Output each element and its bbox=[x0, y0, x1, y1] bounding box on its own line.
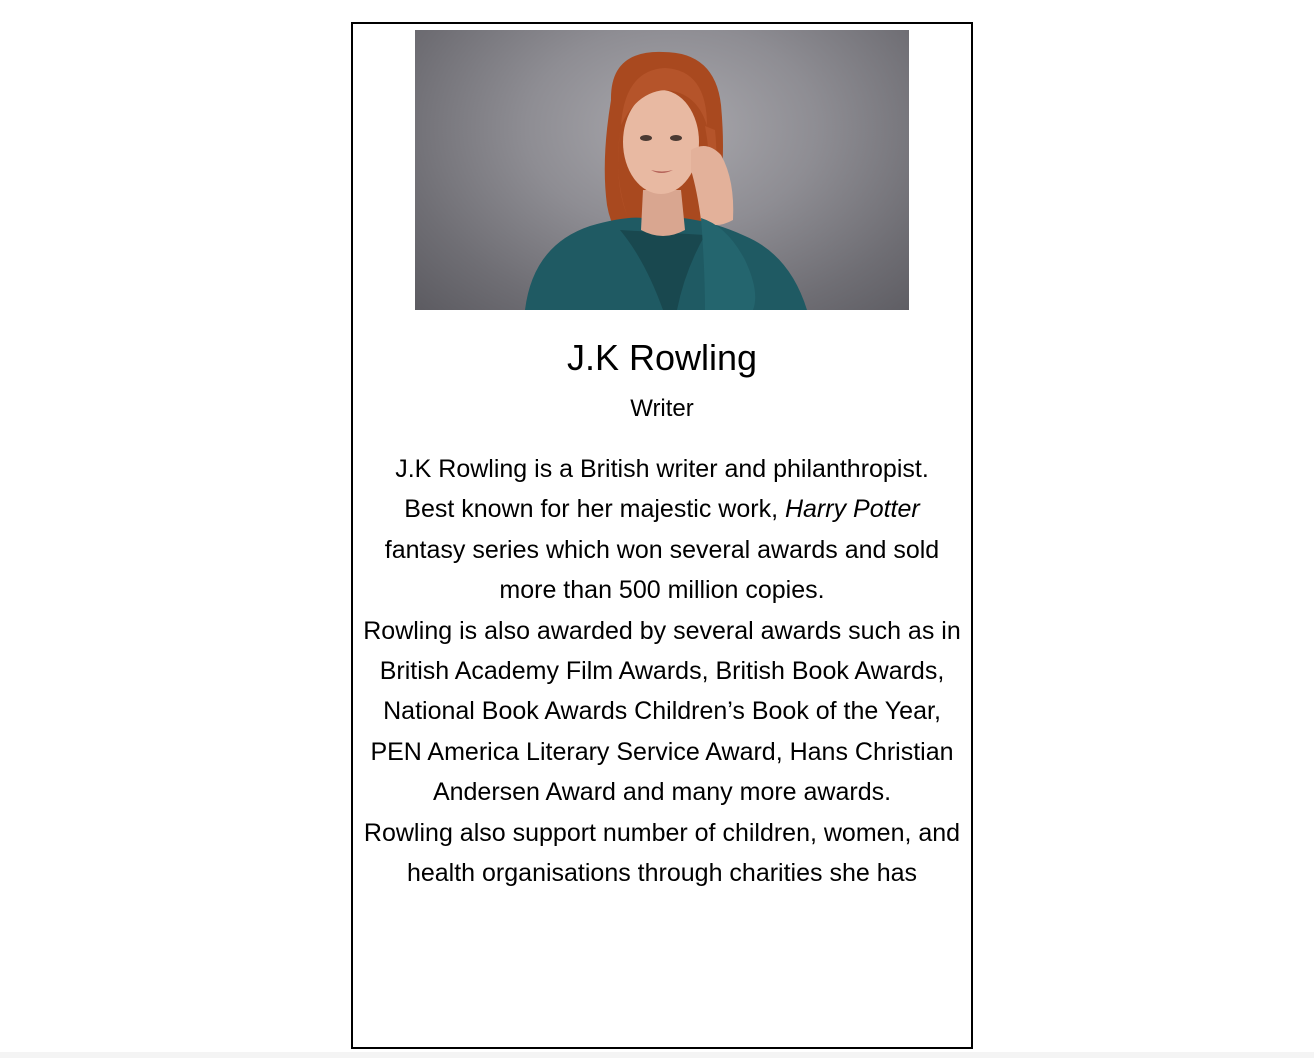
bio-paragraph-2 bbox=[361, 489, 963, 610]
bio-paragraph-2-start: Best known for her majestic work, bbox=[404, 495, 785, 524]
bio-paragraph-4: Rowling also support number of children, women, and health organisations through charities she has bbox=[363, 818, 961, 888]
biography bbox=[361, 449, 963, 893]
profile-photo bbox=[415, 30, 909, 310]
portrait-illustration bbox=[415, 30, 909, 310]
person-role: Writer bbox=[630, 395, 694, 422]
book-title: Harry Potter bbox=[784, 495, 920, 524]
bio-paragraph-2-end: fantasy series which won several awards and sold more than 500 million copies. bbox=[384, 535, 940, 605]
bottom-strip bbox=[0, 1052, 1314, 1058]
bio-paragraph-3: Rowling is also awarded by several awards such as in British Academy Film Awards, British Book Awards, National Book Awards Children’s Book of the Year, PEN America Literary Service Award, Hans Christian Andersen Award and many more awards. bbox=[363, 616, 961, 807]
bio-paragraph-1: J.K Rowling is a British writer and philanthropist. bbox=[395, 455, 929, 483]
profile-card bbox=[351, 22, 973, 1049]
person-name: J.K Rowling bbox=[566, 337, 758, 378]
